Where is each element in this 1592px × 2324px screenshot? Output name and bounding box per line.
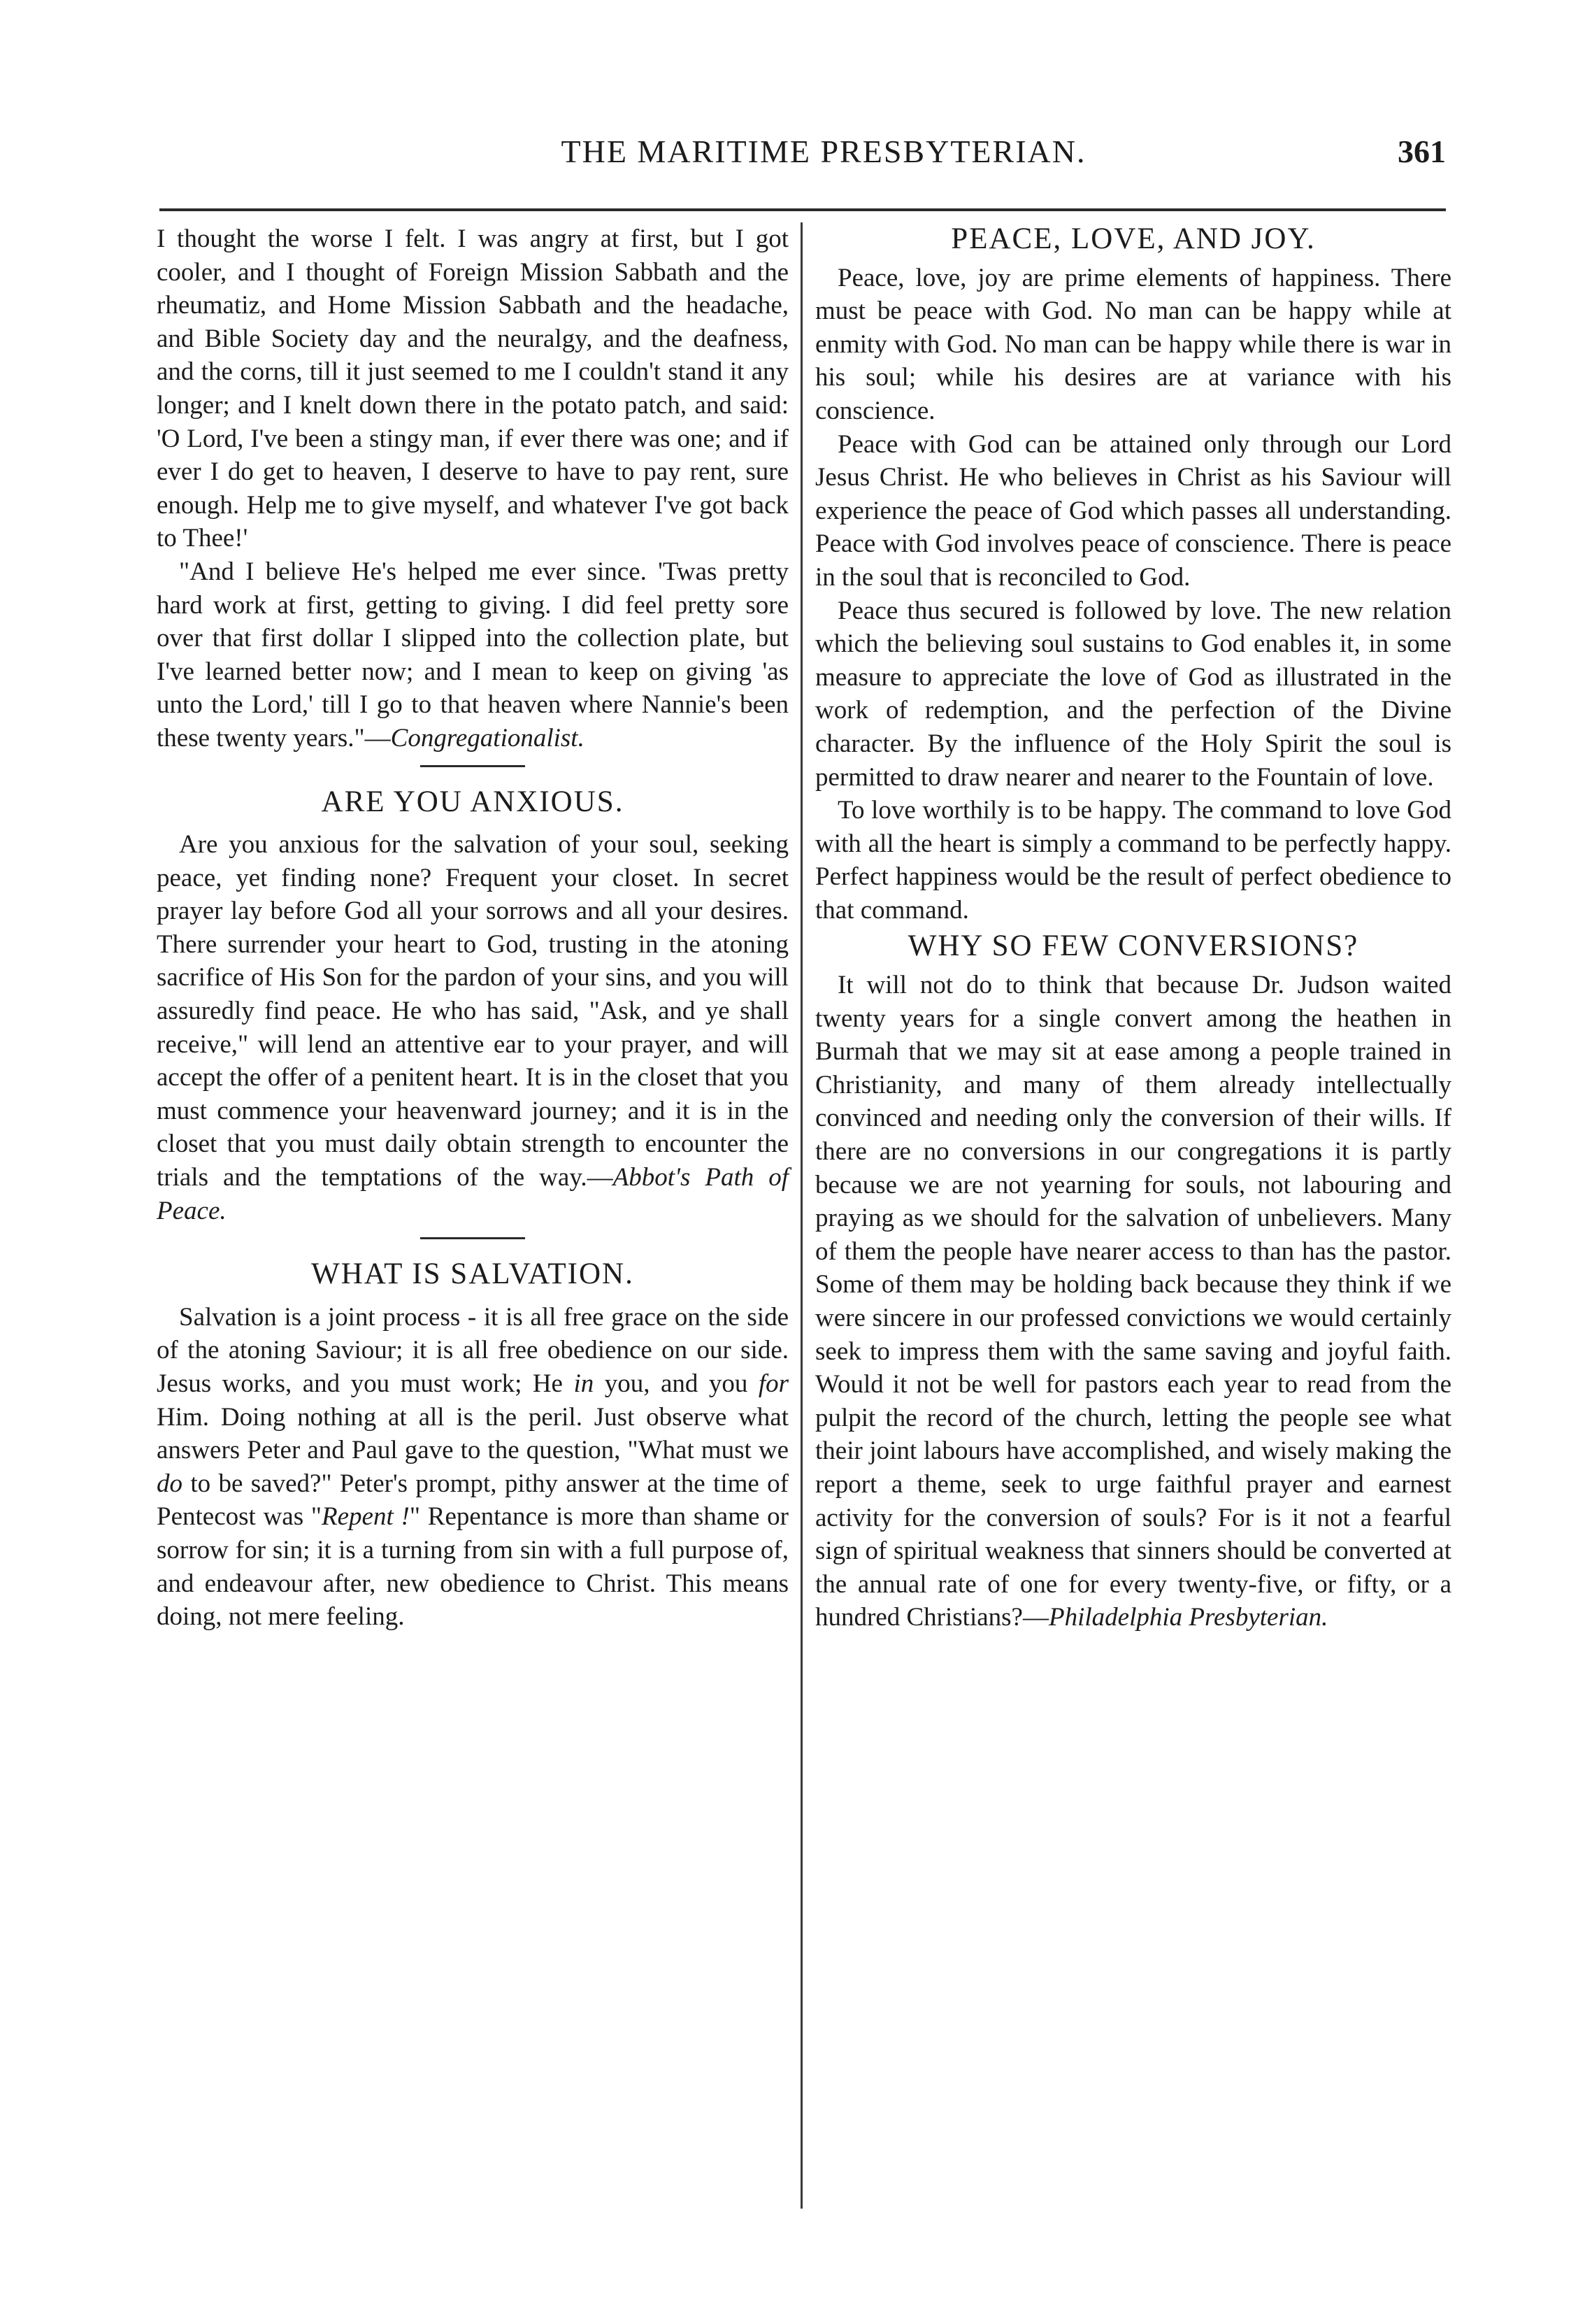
peace-paragraph-3: Peace thus secured is followed by love. The new relation which the believing soul sustains to God enables it, in some measure to appreciate the love of God as illustrated in the work of redemption, and the perfection of the Divine character. By the influence of the Holy Spirit the soul is permitted to draw nearer and nearer to the Fountain of love. bbox=[815, 596, 1451, 792]
article-divider bbox=[420, 765, 525, 767]
anxious-body-text: Are you anxious for the salvation of your soul, seeking peace, yet finding none? Frequent your closet. In secret prayer lay before God all your sorrows and all your desires. There surrender your heart to God, trusting in the atoning sacrifice of His Son for the pardon of your sins, and you will assuredly find peace. He who has said, "Ask, and ye shall receive," will lend an attentive ear to your prayer, and will accept the offer of a penitent heart. It is in the closet that you must commence your heavenward journey; and it is in the closet that you must daily obtain strength to encounter the trials and the temptations of the way.— bbox=[157, 830, 789, 1192]
page-header bbox=[159, 133, 1446, 189]
continued-paragraph-1: I thought the worse I felt. I was angry at first, but I got cooler, and I thought of Foreign Mission Sabbath and the rheumatiz, and Home Mission Sabbath and the headache, and Bible Society day and the neuralgy, and the deafness, and the corns, till it just seemed to me I couldn't stand it any longer; and I knelt down there in the potato patch, and said: 'O Lord, I've been a stingy man, if ever there was one; and if ever I do get to heaven, I deserve to have to pay rent, sure enough. Help me to give myself, and whatever I've got back to Thee!' bbox=[157, 224, 789, 553]
salvation-text-2: you, and you bbox=[594, 1369, 759, 1398]
salvation-text-1: Salvation is a joint process - it is all free grace on the side of the atoning Saviour; it is all free obedience on our side. Jesus works, and you must work; He bbox=[157, 1302, 789, 1398]
conversions-source: Philadelphia Presbyterian. bbox=[1048, 1603, 1328, 1632]
salvation-emphasis-2: for bbox=[758, 1369, 789, 1398]
salvation-emphasis-1: in bbox=[573, 1369, 594, 1398]
column-divider bbox=[801, 222, 803, 2209]
peace-paragraph-2: Peace with God can be attained only through our Lord Jesus Christ. He who believes in Christ as his Saviour will experience the peace of God which passes all understanding. Peace with God involves peace of conscience. There is peace in the soul that is reconciled to God. bbox=[815, 429, 1451, 592]
anxious-body bbox=[157, 828, 789, 1227]
continued-paragraph-2-text: "And I believe He's helped me ever since. 'Twas pretty hard work at first, getting to giving. I did feel pretty sore over that first dollar I slipped into the collection plate, but I've learned better now; and I mean to keep on giving 'as unto the Lord,' till I go to that heaven where Nannie's been these twenty years."— bbox=[157, 557, 789, 753]
article-title-conversions: WHY SO FEW CONVERSIONS? bbox=[908, 929, 1359, 963]
conversions-body bbox=[815, 969, 1451, 1634]
salvation-text-3: Him. Doing nothing at all is the peril. Just observe what answers Peter and Paul gave to the question, "What must we bbox=[157, 1402, 789, 1465]
left-column bbox=[157, 222, 789, 1634]
article-title-peace: PEACE, LOVE, AND JOY. bbox=[951, 222, 1316, 255]
right-column bbox=[815, 222, 1451, 1634]
peace-paragraph-4: To love worthily is to be happy. The command to love God with all the heart is simply a command to be perfectly happy. Perfect happiness would be the result of perfect obedience to that command. bbox=[815, 796, 1451, 925]
salvation-emphasis-3: do bbox=[157, 1469, 182, 1498]
conversions-body-text: It will not do to think that because Dr. Judson waited twenty years for a single convert among the heathen in Burmah that we may sit at ease among a people trained in Christianity, and many of them already intellectually convinced and needing only the conversion of their wills. If there are no conversions in our congregations it is partly because we are not yearning for souls, not labouring and praying as we should for the salvation of unbelievers. Many of them the people have nearer access to than has the pastor. Some of them may be holding back because they think if we were sincere in our professed convictions we would certainly seek to impress them with the same saving and joyful faith. Would it not be well for pastors each year to read from the pulpit the record of the church, letting the people see what their joint labours have accomplished, and wisely making the report a theme, seek to urge faithful prayer and earnest activity for the conversion of souls? For is it not a fearful sign of spiritual weakness that sinners should be converted at the annual rate of one for every twenty-five, or fifty, or a hundred Christians?— bbox=[815, 971, 1451, 1632]
salvation-emphasis-4: Repent ! bbox=[322, 1502, 410, 1532]
peace-paragraph-1: Peace, love, joy are prime elements of happiness. There must be peace with God. No man can be happy while at enmity with God. No man can be happy while there is war in his soul; while his desires are at variance with his conscience. bbox=[815, 263, 1451, 425]
continued-source: Congregationalist. bbox=[390, 723, 585, 753]
header-rule bbox=[159, 208, 1446, 211]
running-title: THE MARITIME PRESBYTERIAN. bbox=[561, 134, 1087, 169]
article-title-anxious: ARE YOU ANXIOUS. bbox=[321, 785, 624, 818]
continued-paragraph-2 bbox=[157, 555, 789, 755]
article-divider bbox=[420, 1237, 525, 1239]
page-number: 361 bbox=[1398, 134, 1446, 169]
salvation-body bbox=[157, 1301, 789, 1634]
salvation-text-4: to be saved?" Peter's prompt, pithy answer at the time of Pentecost was " bbox=[157, 1469, 789, 1532]
salvation-text-5: " Repentance is more than shame or sorrow for sin; it is a turning from sin with a full purpose of, and endeavour after, new obedience to Christ. This means doing, not mere feeling. bbox=[157, 1502, 789, 1632]
anxious-source: Abbot's Path of Peace. bbox=[157, 1163, 789, 1225]
article-title-salvation: WHAT IS SALVATION. bbox=[311, 1257, 634, 1291]
